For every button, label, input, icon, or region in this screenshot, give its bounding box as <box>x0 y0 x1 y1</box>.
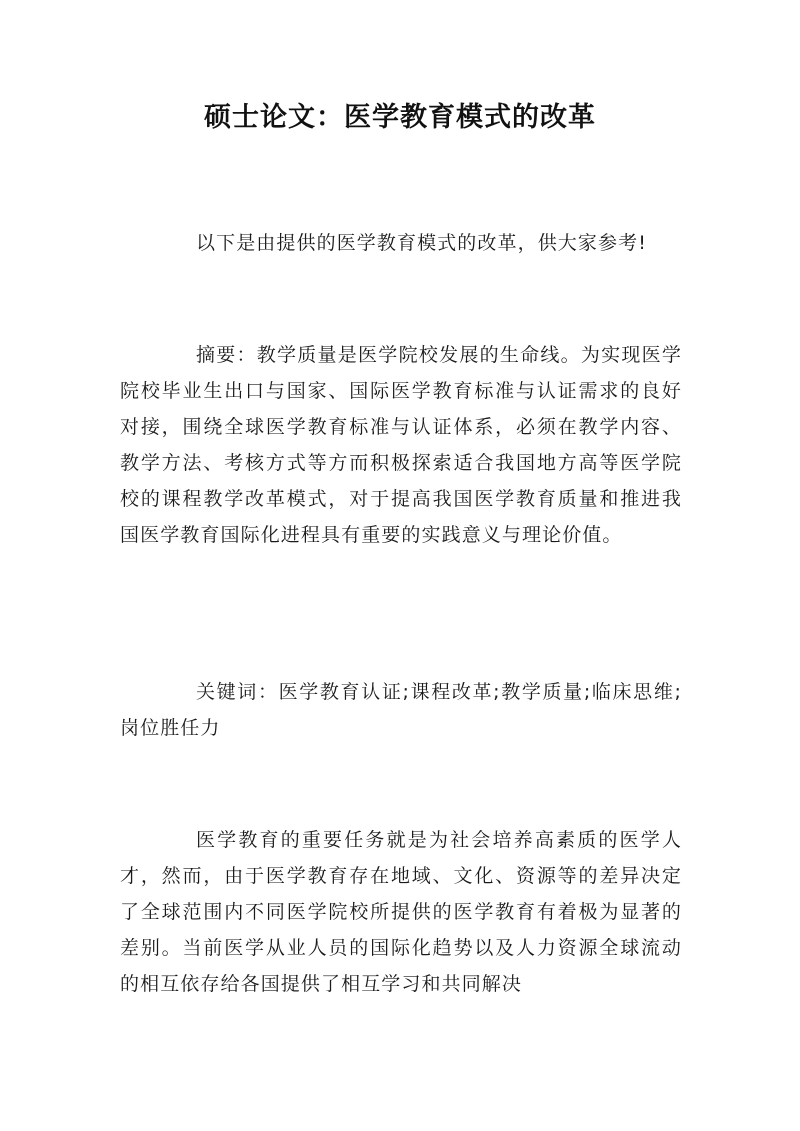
document-title: 硕士论文：医学教育模式的改革 <box>204 102 596 133</box>
intro-paragraph: 以下是由提供的医学教育模式的改革，供大家参考! <box>196 232 647 254</box>
keywords-paragraph: 关键词：医学教育认证;课程改革;教学质量;临床思维;岗位胜任力 <box>120 681 682 739</box>
body-paragraph: 医学教育的重要任务就是为社会培养高素质的医学人才，然而，由于医学教育存在地域、文化、资源等的差异决定了全球范围内不同医学院校所提供的医学教育有着极为显著的差别。当前医学从业人员的国际化趋势以及人力资源全球流动的相互依存给各国提供了相互学习和共同解决 <box>120 829 682 995</box>
abstract-paragraph: 摘要：教学质量是医学院校发展的生命线。为实现医学院校毕业生出口与国家、国际医学教育标准与认证需求的良好对接，围绕全球医学教育标准与认证体系，必须在教学内容、教学方法、考核方式等方而积极探索适合我国地方高等医学院校的课程教学改革模式，对于提高我国医学教育质量和推进我国医学教育国际化进程具有重要的实践意义与理论价值。 <box>120 344 682 546</box>
